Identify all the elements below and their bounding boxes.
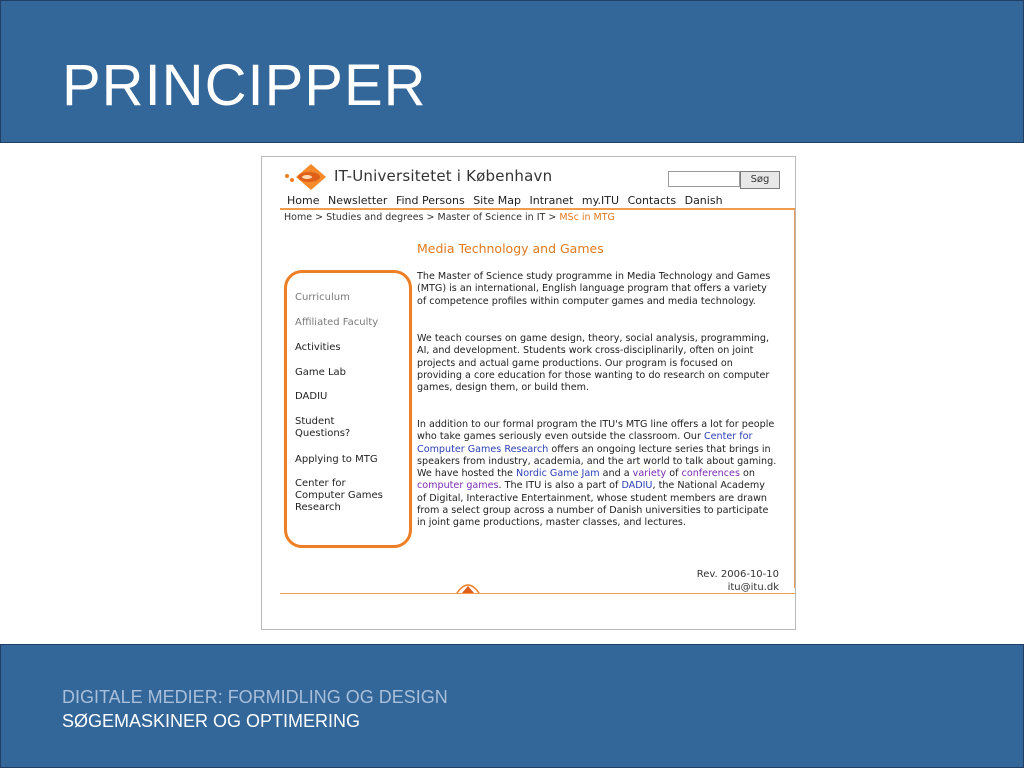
contact-email[interactable]: itu@itu.dk: [727, 582, 779, 593]
page-heading: Media Technology and Games: [417, 241, 604, 256]
nav-danish[interactable]: Danish: [684, 194, 723, 207]
sidenav-student-questions[interactable]: Student Questions?: [295, 416, 351, 439]
sidenav-dadiu[interactable]: DADIU: [295, 391, 328, 402]
nav-contacts[interactable]: Contacts: [627, 194, 677, 207]
site-brand: IT-Universitetet i København: [334, 167, 553, 185]
link-variety[interactable]: variety: [632, 468, 667, 480]
breadcrumb-master[interactable]: Master of Science in IT: [437, 212, 546, 223]
top-navigation: [287, 194, 728, 207]
search-input[interactable]: [668, 171, 740, 187]
slide-title: PRINCIPPER: [62, 53, 427, 118]
link-computer-games[interactable]: computer games: [417, 480, 499, 492]
content-right-rule: [794, 208, 795, 588]
lecture-title: SØGEMASKINER OG OPTIMERING: [62, 711, 361, 731]
side-navigation: [284, 270, 412, 548]
sidenav-games-research[interactable]: Center for Computer Games Research: [295, 478, 383, 513]
link-dadiu[interactable]: DADIU: [621, 480, 653, 492]
courses-paragraph: We teach courses on game design, theory, social analysis, programming, AI, and development. Students work cross-disciplinarily, often on joint projects and actual game productions. Our program is focused on providing a core education for those wanting to do research on computer games, design them, or build them.: [417, 333, 770, 394]
search-button[interactable]: Søg: [740, 171, 780, 189]
itu-logo-icon: [282, 163, 328, 191]
breadcrumb: [284, 212, 615, 223]
link-games-research-center[interactable]: Center for Computer Games Research: [417, 431, 753, 455]
nav-home[interactable]: Home: [287, 194, 320, 207]
sidenav-affiliated-faculty[interactable]: Affiliated Faculty: [295, 317, 379, 328]
breadcrumb-current: MSc in MTG: [559, 212, 615, 223]
footer-divider: [280, 593, 795, 594]
sidenav-game-lab[interactable]: Game Lab: [295, 367, 346, 378]
activities-paragraph: In addition to our formal program the ITU's MTG line offers a lot for people who take games seriously even outside the classroom. Our Center for Computer Games Research offers an ongoing lecture series that brings in speakers from industry, academia, and the art world to talk about gaming. We have hosted the Nordic Game Jam and a variety of conferences on computer games. The ITU is also a part of DADIU, the National Academy of Digital, Interactive Entertainment, whose student members are drawn from a select group across a number of Danish universities to participate in joint game productions, master classes, and lectures.: [417, 419, 777, 529]
sidenav-activities[interactable]: Activities: [295, 342, 341, 353]
nav-intranet[interactable]: Intranet: [529, 194, 574, 207]
link-conferences[interactable]: conferences: [681, 468, 740, 480]
sidenav-curriculum[interactable]: Curriculum: [295, 292, 350, 303]
breadcrumb-separator: >: [315, 212, 324, 223]
intro-paragraph: The Master of Science study programme in Media Technology and Games (MTG) is an international, English language program that offers a variety of competence profiles within computer games and media technology.: [417, 271, 771, 307]
link-nordic-game-jam[interactable]: Nordic Game Jam: [516, 468, 600, 480]
course-title: DIGITALE MEDIER: FORMIDLING OG DESIGN: [62, 687, 448, 707]
breadcrumb-separator: >: [426, 212, 435, 223]
nav-my-itu[interactable]: my.ITU: [581, 194, 620, 207]
nav-find-persons[interactable]: Find Persons: [395, 194, 465, 207]
revision-date: Rev. 2006-10-10: [696, 569, 779, 580]
website-screenshot: [261, 156, 796, 630]
nav-site-map[interactable]: Site Map: [473, 194, 522, 207]
nav-divider: [280, 208, 795, 210]
back-to-top-icon[interactable]: [456, 577, 480, 601]
breadcrumb-separator: >: [548, 212, 557, 223]
breadcrumb-home[interactable]: Home: [284, 212, 313, 223]
nav-newsletter[interactable]: Newsletter: [327, 194, 388, 207]
breadcrumb-studies[interactable]: Studies and degrees: [326, 212, 424, 223]
sidenav-applying[interactable]: Applying to MTG: [295, 454, 378, 465]
